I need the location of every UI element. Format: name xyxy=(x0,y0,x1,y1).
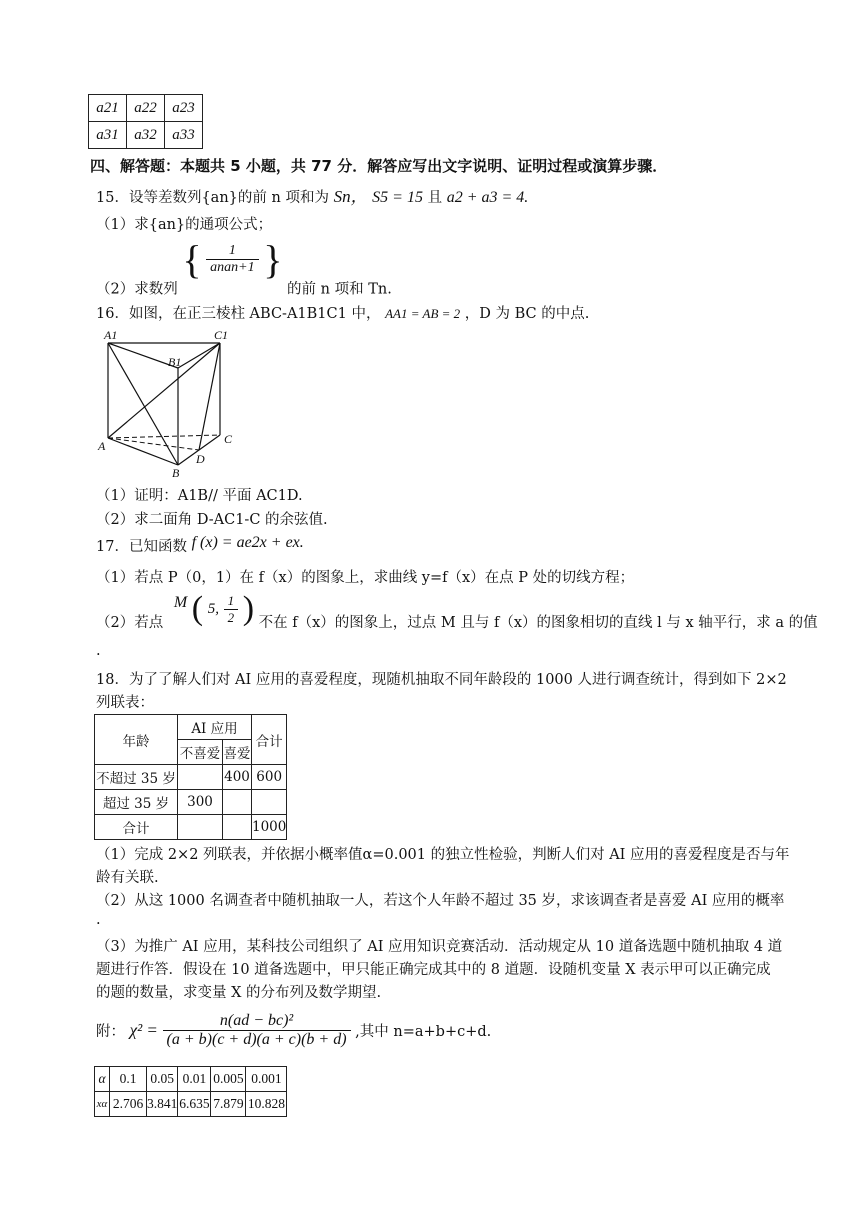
q18-part3-line3: 的题的数量，求变量 X 的分布列及数学期望. xyxy=(96,985,382,1001)
chi-symbol: χ² = xyxy=(129,1020,158,1040)
table-cell: 400 xyxy=(223,765,252,790)
q18-part3-line2: 题进行作答．假设在 10 道备选题中，甲只能正确完成其中的 8 道题．设随机变量 X 表示甲可以正确完成 xyxy=(96,962,771,978)
table-cell xyxy=(178,815,223,840)
table-cell: 300 xyxy=(178,790,223,815)
table-cell: 6.635 xyxy=(178,1092,211,1117)
table-cell: 0.01 xyxy=(178,1067,211,1092)
q15-fraction xyxy=(206,243,258,276)
table-cell: 超过 35 岁 xyxy=(95,790,178,815)
header-age: 年龄 xyxy=(95,715,178,765)
q17-stem-text: 17．已知函数 xyxy=(96,539,187,555)
q16-part1: （1）证明：A1B// 平面 AC1D. xyxy=(96,488,303,504)
matrix-cell: a31 xyxy=(89,122,127,149)
appendix-label: 附： xyxy=(96,1024,125,1040)
q16-cond: AA1 = AB = 2 xyxy=(385,306,461,321)
table-row xyxy=(95,765,287,790)
table-cell: 合计 xyxy=(95,815,178,840)
matrix-cell: a32 xyxy=(127,122,165,149)
q15-and: 且 xyxy=(427,190,443,206)
table-cell: 不超过 35 岁 xyxy=(95,765,178,790)
table-row xyxy=(95,1067,287,1092)
table-cell: 10.828 xyxy=(246,1092,287,1117)
q17-point-fraction xyxy=(224,593,239,626)
table-cell: 7.879 xyxy=(211,1092,246,1117)
q17-point-m: M xyxy=(173,594,188,611)
q17-part2-end: . xyxy=(96,643,101,659)
q18-part2-line2: . xyxy=(96,912,101,928)
label-c1: C1 xyxy=(214,328,229,342)
brace-right-icon: } xyxy=(263,237,283,282)
table-cell: 1000 xyxy=(252,815,287,840)
q15-sn: Sn， xyxy=(333,187,368,206)
label-b1: B1 xyxy=(168,355,182,369)
label-a: A xyxy=(98,439,106,453)
table-cell xyxy=(223,815,252,840)
q15-cond2: a2 + a3 = 4. xyxy=(446,189,529,206)
prism-figure xyxy=(96,328,246,480)
label-c: C xyxy=(224,432,233,446)
appendix-formula xyxy=(96,1012,491,1049)
table-row xyxy=(95,815,287,840)
critical-value-table xyxy=(94,1066,287,1117)
q15-stem-text: 15．设等差数列{an}的前 n 项和为 xyxy=(96,190,329,206)
header-dislike: 不喜爱 xyxy=(178,740,223,765)
table-cell: α xyxy=(95,1067,110,1092)
q15-cond: S5 = 15 xyxy=(372,189,423,206)
q15-frac-num: 1 xyxy=(206,243,258,260)
table-row xyxy=(95,1092,287,1117)
chi-tail: ,其中 n=a+b+c+d. xyxy=(355,1024,492,1040)
chi-fraction xyxy=(163,1012,351,1049)
table-cell: 0.005 xyxy=(211,1067,246,1092)
q16-stem xyxy=(96,302,589,323)
q15-frac-den: anan+1 xyxy=(210,260,255,275)
q17-stem xyxy=(96,534,304,556)
q17-part2-prefix: （2）若点 xyxy=(96,615,164,631)
q17-point-x: 5, xyxy=(207,601,219,617)
matrix-cell: a33 xyxy=(165,122,203,149)
q17-frac-num: 1 xyxy=(224,593,239,610)
table-cell: 0.001 xyxy=(246,1067,287,1092)
q15-part2 xyxy=(96,236,392,299)
q16-stem-text: 16．如图，在正三棱柱 ABC-A1B1C1 中， xyxy=(96,306,381,322)
q17-frac-den: 2 xyxy=(227,609,235,625)
q15-part1: （1）求{an}的通项公式； xyxy=(96,217,273,233)
q17-part2-suffix: 不在 f（x）的图象上，过点 M 且与 f（x）的图象相切的直线 l 与 x 轴平行，求 a 的值 xyxy=(258,615,818,631)
paren-left-icon: ( xyxy=(191,590,204,627)
header-total: 合计 xyxy=(252,715,287,765)
matrix-cell: a21 xyxy=(89,95,127,122)
table-cell: 3.841 xyxy=(147,1092,178,1117)
label-d: D xyxy=(196,452,205,466)
q15-part2-suffix: 的前 n 项和 Tn. xyxy=(287,281,392,298)
section-title: 四、解答题：本题共 5 小题，共 77 分．解答应写出文字说明、证明过程或演算步骤． xyxy=(90,157,668,175)
table-cell: 0.1 xyxy=(110,1067,147,1092)
table-cell: 0.05 xyxy=(147,1067,178,1092)
table-cell xyxy=(223,790,252,815)
table-cell: 600 xyxy=(252,765,287,790)
header-like: 喜爱 xyxy=(223,740,252,765)
table-cell xyxy=(178,765,223,790)
label-a1: A1 xyxy=(104,328,118,342)
matrix-cell: a23 xyxy=(165,95,203,122)
q18-part1-line1: （1）完成 2×2 列联表，并依据小概率值α=0.001 的独立性检验，判断人们对 AI 应用的喜爱程度是否与年 xyxy=(96,847,790,863)
table-cell: 2.706 xyxy=(110,1092,147,1117)
matrix-cell: a22 xyxy=(127,95,165,122)
q15-stem xyxy=(96,182,528,207)
q17-func: f (x) = ae2x + ex. xyxy=(191,534,304,551)
q18-part3-line1: （3）为推广 AI 应用，某科技公司组织了 AI 应用知识竞赛活动．活动规定从 10 道备选题中随机抽取 4 道 xyxy=(96,939,783,955)
paren-right-icon: ) xyxy=(242,590,255,627)
label-b: B xyxy=(172,466,180,480)
header-ai: AI 应用 xyxy=(178,715,252,740)
q17-part1: （1）若点 P（0，1）在 f（x）的图象上，求曲线 y=f（x）在点 P 处的切线方程； xyxy=(96,570,635,586)
contingency-table xyxy=(94,714,287,840)
matrix-table xyxy=(88,94,203,149)
q15-part2-prefix: （2）求数列 xyxy=(96,281,178,298)
q18-part1-line2: 龄有关联. xyxy=(96,870,159,886)
q16-part2: （2）求二面角 D-AC1-C 的余弦值. xyxy=(96,512,328,528)
brace-left-icon: { xyxy=(182,237,202,282)
q18-part2-line1: （2）从这 1000 名调查者中随机抽取一人，若这个人年龄不超过 35 岁，求该调查者是喜爱 AI 应用的概率 xyxy=(96,893,785,909)
q16-stem-text-b: ，D 为 BC 的中点. xyxy=(464,306,590,322)
q17-part2 xyxy=(96,590,818,632)
table-cell xyxy=(252,790,287,815)
q18-stem-line1: 18．为了了解人们对 AI 应用的喜爱程度，现随机抽取不同年龄段的 1000 人进行调查统计，得到如下 2×2 xyxy=(96,672,787,688)
chi-denominator: (a + b)(c + d)(a + c)(b + d) xyxy=(166,1031,347,1048)
table-row xyxy=(95,790,287,815)
q18-stem-line2: 列联表： xyxy=(96,695,154,711)
chi-numerator: n(ad − bc)² xyxy=(163,1012,351,1031)
table-cell: xα xyxy=(95,1092,110,1117)
